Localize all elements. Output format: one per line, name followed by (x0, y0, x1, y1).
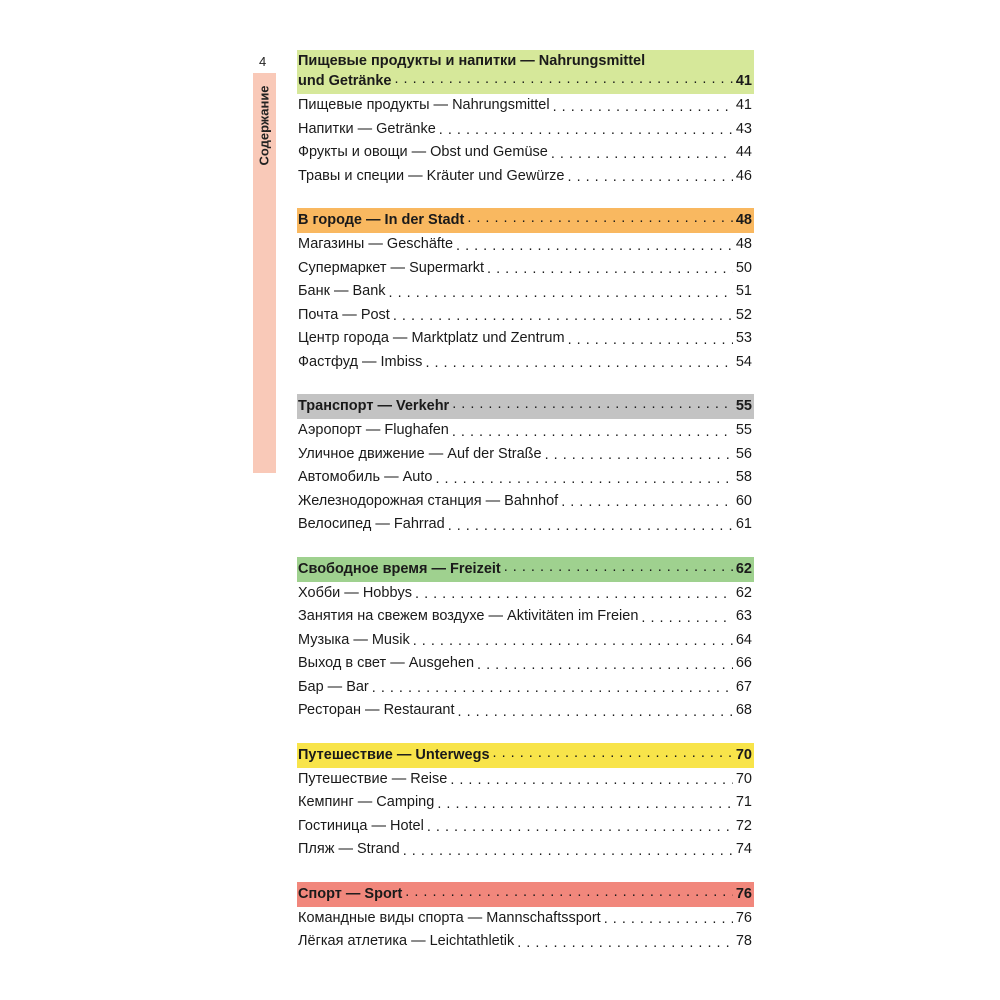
section-page-number: 41 (735, 73, 752, 89)
toc-entry[interactable] (297, 652, 754, 676)
toc-entry[interactable] (297, 118, 754, 142)
dot-leader (477, 657, 733, 671)
dot-leader (452, 424, 733, 438)
toc-entry[interactable] (297, 443, 754, 467)
dot-leader (415, 586, 733, 600)
entry-title: Гостиница — Hotel (298, 817, 424, 834)
dot-leader (427, 819, 733, 833)
entry-title: Ресторан — Restaurant (298, 702, 455, 719)
entry-page-number: 70 (735, 770, 752, 787)
entry-title: Пляж — Strand (298, 841, 400, 858)
section-title: Путешествие — Unterwegs (298, 746, 490, 763)
section-header[interactable] (297, 882, 754, 907)
entry-title: Напитки — Getränke (298, 120, 436, 137)
entry-page-number: 50 (735, 259, 752, 276)
entry-title: Уличное движение — Auf der Straße (298, 445, 542, 462)
section-title: Свободное время — Freizeit (298, 560, 501, 577)
dot-leader (568, 332, 733, 346)
entry-page-number: 68 (735, 702, 752, 719)
dot-leader (439, 122, 733, 136)
entry-page-number: 58 (735, 469, 752, 486)
table-of-contents (297, 50, 754, 974)
entry-title: Занятия на свежем воздухе — Aktivitäten im Freien (298, 608, 639, 625)
toc-entry[interactable] (297, 490, 754, 514)
entry-page-number: 53 (735, 330, 752, 347)
dot-leader (389, 285, 733, 299)
section-page-number: 55 (735, 398, 752, 414)
dot-leader (394, 71, 732, 85)
toc-entry[interactable] (297, 930, 754, 954)
dot-leader (413, 633, 733, 647)
toc-entry[interactable] (297, 907, 754, 931)
section-title: В городе — In der Stadt (298, 212, 465, 228)
dot-leader (493, 745, 733, 759)
side-tab (253, 73, 276, 473)
entry-page-number: 64 (735, 631, 752, 648)
dot-leader (452, 396, 733, 410)
section-header[interactable] (297, 743, 754, 768)
toc-entry[interactable] (297, 257, 754, 281)
toc-entry[interactable] (297, 280, 754, 304)
entry-page-number: 62 (735, 584, 752, 601)
dot-leader (553, 99, 733, 113)
section-page-number: 76 (735, 885, 752, 902)
entry-page-number: 55 (735, 422, 752, 439)
toc-entry[interactable] (297, 351, 754, 375)
entry-page-number: 43 (735, 120, 752, 137)
entry-title: Фастфуд — Imbiss (298, 353, 423, 370)
toc-section (297, 208, 754, 374)
entry-title: Кемпинг — Camping (298, 794, 435, 811)
section-title-line1: Пищевые продукты и напитки — Nahrungsmittel (298, 53, 646, 69)
entry-page-number: 44 (735, 144, 752, 161)
side-tab-label-box (253, 73, 276, 178)
dot-leader (405, 884, 733, 898)
entry-page-number: 72 (735, 817, 752, 834)
entry-page-number: 41 (735, 97, 752, 114)
dot-leader (641, 610, 732, 624)
entry-page-number: 48 (735, 236, 752, 253)
entry-title: Лёгкая атлетика — Leichtathletik (298, 933, 515, 950)
toc-entry[interactable] (297, 838, 754, 862)
entry-page-number: 67 (735, 678, 752, 695)
toc-entry[interactable] (297, 815, 754, 839)
side-tab-label: Содержание (257, 85, 272, 166)
toc-entry[interactable] (297, 582, 754, 606)
entry-title: Центр города — Marktplatz und Zentrum (298, 330, 565, 347)
entry-title: Почта — Post (298, 306, 390, 323)
page-number: 4 (259, 54, 267, 69)
toc-entry[interactable] (297, 327, 754, 351)
toc-entry[interactable] (297, 629, 754, 653)
section-header[interactable] (297, 394, 754, 419)
entry-page-number: 63 (735, 608, 752, 625)
dot-leader (467, 210, 733, 224)
entry-page-number: 74 (735, 841, 752, 858)
entry-title: Фрукты и овощи — Obst und Gemüse (298, 144, 548, 161)
dot-leader (568, 169, 733, 183)
dot-leader (393, 308, 733, 322)
entry-title: Железнодорожная станция — Bahnhof (298, 492, 559, 509)
entry-title: Супермаркет — Supermarkt (298, 259, 485, 276)
entry-title: Магазины — Geschäfte (298, 236, 454, 253)
entry-page-number: 76 (735, 909, 752, 926)
entry-title: Банк — Bank (298, 283, 386, 300)
dot-leader (437, 796, 733, 810)
toc-entry[interactable] (297, 165, 754, 189)
dot-leader (448, 518, 733, 532)
entry-title: Автомобиль — Auto (298, 469, 433, 486)
dot-leader (403, 843, 733, 857)
section-title: Спорт — Sport (298, 885, 403, 902)
dot-leader (372, 680, 733, 694)
entry-title: Бар — Bar (298, 678, 369, 695)
section-page-number: 48 (735, 212, 752, 228)
toc-entry[interactable] (297, 676, 754, 700)
toc-entry[interactable] (297, 466, 754, 490)
entry-title: Хобби — Hobbys (298, 584, 413, 601)
section-page-number: 70 (735, 746, 752, 763)
section-header[interactable] (297, 50, 754, 94)
entry-title: Музыка — Musik (298, 631, 410, 648)
entry-page-number: 46 (735, 167, 752, 184)
toc-entry[interactable] (297, 304, 754, 328)
entry-page-number: 60 (735, 492, 752, 509)
dot-leader (450, 772, 733, 786)
entry-page-number: 51 (735, 283, 752, 300)
toc-entry[interactable] (297, 94, 754, 118)
dot-leader (435, 471, 732, 485)
dot-leader (456, 238, 733, 252)
toc-entry[interactable] (297, 791, 754, 815)
toc-entry[interactable] (297, 699, 754, 723)
section-header[interactable] (297, 557, 754, 582)
entry-page-number: 61 (735, 516, 752, 533)
dot-leader (604, 911, 733, 925)
entry-title: Командные виды спорта — Mannschaftssport (298, 909, 601, 926)
toc-section (297, 882, 754, 954)
entry-page-number: 71 (735, 794, 752, 811)
entry-page-number: 52 (735, 306, 752, 323)
section-title: Транспорт — Verkehr (298, 398, 450, 414)
dot-leader (545, 447, 733, 461)
toc-section (297, 557, 754, 723)
entry-title: Аэропорт — Flughafen (298, 422, 449, 439)
toc-section (297, 50, 754, 188)
entry-page-number: 78 (735, 933, 752, 950)
entry-title: Велосипед — Fahrrad (298, 516, 445, 533)
dot-leader (561, 494, 733, 508)
entry-title: Путешествие — Reise (298, 770, 448, 787)
dot-leader (551, 146, 733, 160)
toc-entry[interactable] (297, 233, 754, 257)
toc-entry[interactable] (297, 768, 754, 792)
dot-leader (504, 559, 733, 573)
dot-leader (425, 355, 732, 369)
toc-entry[interactable] (297, 605, 754, 629)
entry-page-number: 54 (735, 353, 752, 370)
entry-title: Травы и специи — Kräuter und Gewürze (298, 167, 565, 184)
section-page-number: 62 (735, 560, 752, 577)
dot-leader (487, 261, 733, 275)
toc-entry[interactable] (297, 419, 754, 443)
entry-page-number: 56 (735, 445, 752, 462)
entry-page-number: 66 (735, 655, 752, 672)
dot-leader (458, 704, 733, 718)
dot-leader (517, 935, 733, 949)
entry-title: Пищевые продукты — Nahrungsmittel (298, 97, 550, 114)
entry-title: Выход в свет — Ausgehen (298, 655, 475, 672)
toc-entry[interactable] (297, 513, 754, 537)
toc-section (297, 743, 754, 862)
section-title: und Getränke (298, 73, 392, 89)
toc-entry[interactable] (297, 141, 754, 165)
section-header[interactable] (297, 208, 754, 233)
toc-section (297, 394, 754, 537)
